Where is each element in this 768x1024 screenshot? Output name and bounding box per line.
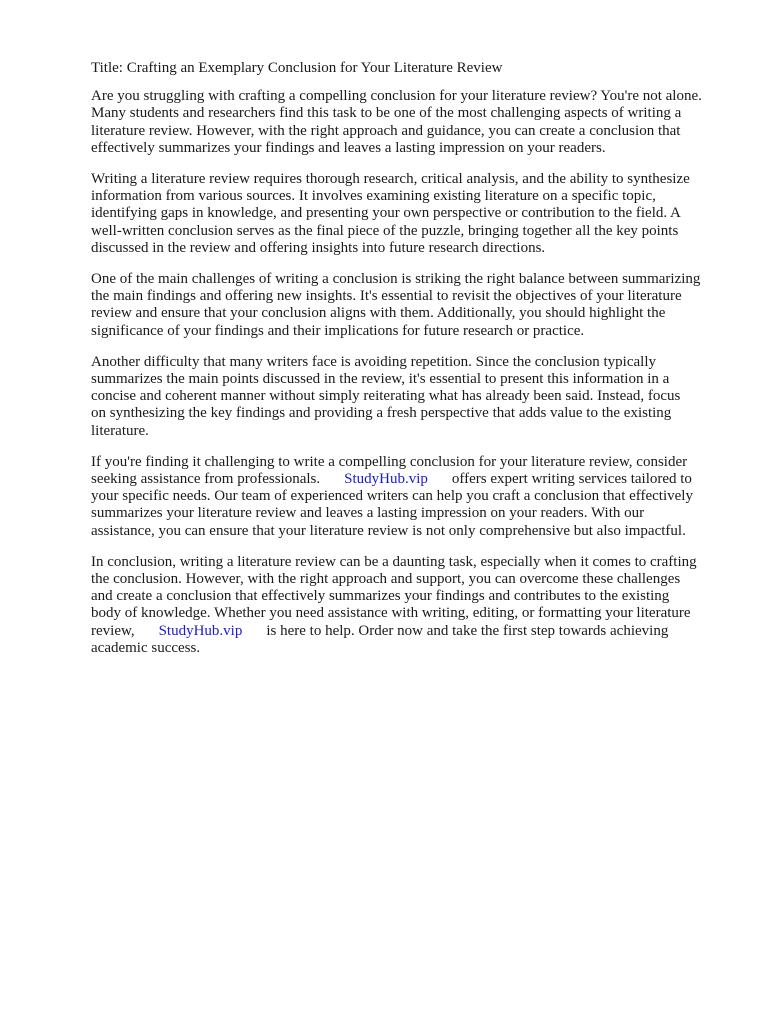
paragraph-line: One of the main challenges of writing a conclusion is striking the right balance between summarizing [91,271,701,288]
paragraph-line: concise and coherent manner without simply reiterating what has already been said. Instead, focus [91,388,681,405]
paragraph-line: effectively summarizes your findings and leaves a lasting impression on your readers. [91,139,606,156]
paragraph-line: review and ensure that your conclusion aligns with them. Additionally, you should highlight the [91,305,666,322]
paragraph-line: If you're finding it challenging to write a compelling conclusion for your literature review, consider [91,453,688,470]
paragraph-line: literature. [91,422,149,439]
paragraph-line: summarizes your literature review and leaves a lasting impression on your readers. With our [91,505,645,522]
paragraph-line: and create a conclusion that effectively summarizes your findings and contributes to the existing [91,588,670,605]
paragraph-line: the conclusion. However, with the right approach and support, you can overcome these challenges [91,571,681,588]
paragraph-line: assistance, you can ensure that your literature review is not only comprehensive but also impactful. [91,522,686,539]
paragraph-line: identifying gaps in knowledge, and presenting your own perspective or contribution to the field. A [91,205,681,222]
paragraph-line: discussed in the review and offering insights into future research directions. [91,239,546,256]
studyhub-link[interactable]: StudyHub.vip [158,622,243,639]
paragraph-5 [91,454,741,540]
document-body [91,60,741,671]
paragraph-line: your specific needs. Our team of experienced writers can help you craft a conclusion that effectively [91,488,693,505]
paragraph-2 [91,171,741,257]
paragraph-text: review, [91,622,135,639]
studyhub-link[interactable]: StudyHub.vip [344,471,428,488]
paragraph-line-with-link [91,471,741,488]
paragraph-1 [91,88,741,157]
paragraph-line: academic success. [91,639,201,656]
paragraph-4 [91,354,741,440]
paragraph-6 [91,554,741,657]
paragraph-line: Another difficulty that many writers face is avoiding repetition. Since the conclusion typically [91,353,656,370]
paragraph-line: well-written conclusion serves as the final piece of the puzzle, bringing together all the key points [91,222,679,239]
paragraph-line: Writing a literature review requires thorough research, critical analysis, and the ability to synthesize [91,171,690,188]
paragraph-text: seeking assistance from professionals. [91,471,321,488]
paragraph-line: body of knowledge. Whether you need assistance with writing, editing, or formatting your literature [91,605,691,622]
paragraph-line: In conclusion, writing a literature review can be a daunting task, especially when it comes to crafting [91,553,697,570]
paragraph-text: offers expert writing services tailored to [451,471,692,488]
paragraph-line: information from various sources. It involves examining existing literature on a specific topic, [91,188,656,205]
paragraph-text: is here to help. Order now and take the first step towards achieving [266,622,669,639]
paragraph-line: Many students and researchers find this task to be one of the most challenging aspects of writing a [91,105,682,122]
paragraph-line: the main findings and offering new insights. It's essential to revisit the objectives of your literature [91,288,682,305]
paragraph-line: on synthesizing the key findings and providing a fresh perspective that adds value to the existing [91,405,672,422]
paragraph-line: significance of your findings and their implications for future research or practice. [91,322,585,339]
paragraph-line: summarizes the main points discussed in the review, it's essential to present this information in a [91,371,670,388]
paragraph-line: literature review. However, with the right approach and guidance, you can create a conclusion that [91,122,681,139]
paragraph-3 [91,271,741,340]
paragraph-line-with-link [91,623,741,640]
document-title: Title: Crafting an Exemplary Conclusion for Your Literature Review [91,60,503,76]
paragraph-line: Are you struggling with crafting a compelling conclusion for your literature review? You're not alone. [91,88,702,105]
